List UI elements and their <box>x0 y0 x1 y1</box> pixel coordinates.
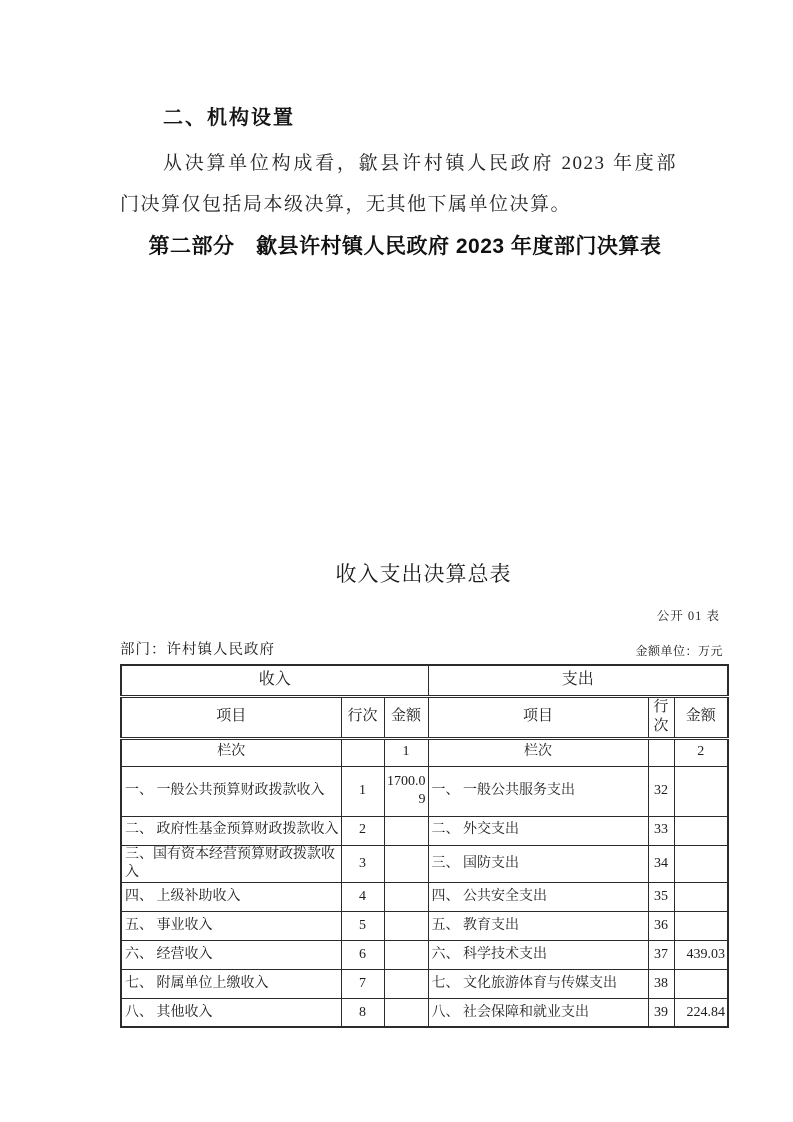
expense-item: 四、 公共安全支出 <box>428 882 648 911</box>
table-row <box>121 845 728 882</box>
expense-item: 二、 外交支出 <box>428 816 648 845</box>
expense-amount-header: 金额 <box>674 696 728 738</box>
table-row <box>121 816 728 845</box>
income-line-no: 4 <box>341 882 384 911</box>
income-line-header: 行次 <box>341 696 384 738</box>
table-group-header-row <box>121 665 728 696</box>
income-lanci-label: 栏次 <box>121 738 341 766</box>
income-amount <box>384 969 428 998</box>
income-line-no: 2 <box>341 816 384 845</box>
table-title: 收入支出决算总表 <box>335 562 512 586</box>
expense-item: 三、 国防支出 <box>428 845 648 882</box>
income-amount <box>384 816 428 845</box>
expense-lanci-line <box>648 738 674 766</box>
department-label: 部门：许村镇人民政府 <box>120 642 275 658</box>
income-line-no: 7 <box>341 969 384 998</box>
income-line-no: 6 <box>341 940 384 969</box>
expense-amount <box>674 816 728 845</box>
income-line-no: 3 <box>341 845 384 882</box>
expense-item-header: 项目 <box>428 696 648 738</box>
table-meta-row <box>120 638 727 659</box>
income-item: 二、 政府性基金预算财政拨款收入 <box>121 816 341 845</box>
expense-column-number: 2 <box>674 738 728 766</box>
income-lanci-line <box>341 738 384 766</box>
table-row <box>121 998 728 1027</box>
expense-line-no: 37 <box>648 940 674 969</box>
income-item-header: 项目 <box>121 696 341 738</box>
income-item: 八、 其他收入 <box>121 998 341 1027</box>
expense-line-no: 36 <box>648 911 674 940</box>
income-line-no: 8 <box>341 998 384 1027</box>
body-paragraph <box>120 143 677 225</box>
unit-label: 金额单位：万元 <box>635 644 723 658</box>
expense-amount: 439.03 <box>674 940 728 969</box>
expense-line-no: 34 <box>648 845 674 882</box>
income-line-no: 5 <box>341 911 384 940</box>
income-group-header: 收入 <box>121 665 428 696</box>
expense-amount: 224.84 <box>674 998 728 1027</box>
expense-item: 八、 社会保障和就业支出 <box>428 998 648 1027</box>
expense-amount <box>674 969 728 998</box>
expense-line-no: 39 <box>648 998 674 1027</box>
expense-line-no: 38 <box>648 969 674 998</box>
income-item: 六、 经营收入 <box>121 940 341 969</box>
table-code-label: 公开 01 表 <box>656 609 720 623</box>
income-amount-header: 金额 <box>384 696 428 738</box>
expense-item: 一、 一般公共服务支出 <box>428 766 648 816</box>
income-item: 五、 事业收入 <box>121 911 341 940</box>
expense-item: 七、 文化旅游体育与传媒支出 <box>428 969 648 998</box>
table-row <box>121 911 728 940</box>
expense-amount <box>674 845 728 882</box>
expense-amount <box>674 882 728 911</box>
income-item: 七、 附属单位上缴收入 <box>121 969 341 998</box>
table-row <box>121 882 728 911</box>
income-item: 三、国有资本经营预算财政拨款收入 <box>121 845 341 882</box>
part-title: 第二部分 歙县许村镇人民政府 2023 年度部门决算表 <box>148 235 662 258</box>
expense-item: 五、 教育支出 <box>428 911 648 940</box>
income-amount <box>384 882 428 911</box>
table-row <box>121 940 728 969</box>
expense-line-no: 32 <box>648 766 674 816</box>
income-amount: 1700.09 <box>384 766 428 816</box>
summary-table <box>120 664 729 1028</box>
expense-lanci-label: 栏次 <box>428 738 648 766</box>
income-item: 四、 上级补助收入 <box>121 882 341 911</box>
income-amount <box>384 845 428 882</box>
expense-line-header: 行次 <box>648 696 674 738</box>
income-item: 一、 一般公共预算财政拨款收入 <box>121 766 341 816</box>
table-row <box>121 969 728 998</box>
income-amount <box>384 911 428 940</box>
table-lanci-row <box>121 738 728 766</box>
expense-item: 六、 科学技术支出 <box>428 940 648 969</box>
paragraph-line-1: 从决算单位构成看，歙县许村镇人民政府 2023 年度部 <box>163 153 677 174</box>
expense-amount <box>674 911 728 940</box>
table-column-header-row <box>121 696 728 738</box>
income-line-no: 1 <box>341 766 384 816</box>
income-amount <box>384 940 428 969</box>
paragraph-line-2: 门决算仅包括局本级决算，无其他下属单位决算。 <box>120 194 572 215</box>
expense-amount <box>674 766 728 816</box>
section-heading: 二、机构设置 <box>163 107 295 129</box>
income-amount <box>384 998 428 1027</box>
expense-line-no: 33 <box>648 816 674 845</box>
expense-line-no: 35 <box>648 882 674 911</box>
income-column-number: 1 <box>384 738 428 766</box>
table-row <box>121 766 728 816</box>
expense-group-header: 支出 <box>428 665 728 696</box>
